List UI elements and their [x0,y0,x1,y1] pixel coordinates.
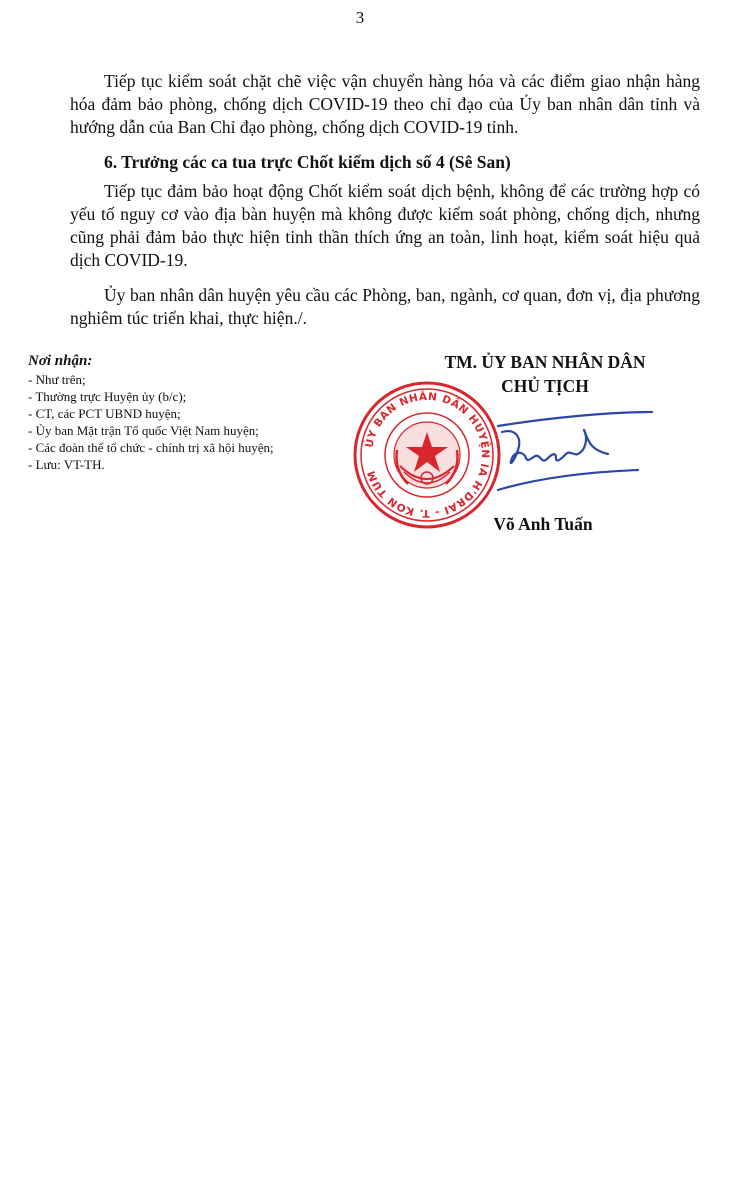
recipient-item: - Lưu: VT-TH. [28,457,105,472]
signer-name: Võ Anh Tuấn [493,514,593,534]
paragraph-goods-transport: Tiếp tục kiểm soát chặt chẽ việc vận chuyển hàng hóa và các điểm giao nhận hàng hóa đảm bảo phòng, chống dịch COVID-19 theo chỉ đạo của Ủy ban nhân dân tỉnh và hướng dẫn của Ban Chỉ đạo phòng, chống dịch COVID-19 tỉnh. [70,71,700,137]
handwritten-signature-icon [438,398,658,498]
recipients-title: Nơi nhận: [28,353,93,369]
section-heading-6: 6. Trưởng các ca tua trực Chốt kiểm dịch số 4 (Sê San) [104,152,511,172]
svg-text:ỦY BAN NHÂN DÂN HUYỆN IA H'DRA: ỦY BAN NHÂN DÂN HUYỆN IA H'DRAI - T. KON TUM [363,390,492,520]
recipient-item: - CT, các PCT UBND huyện; [28,406,181,421]
signature-title-line1: TM. ỦY BAN NHÂN DÂN [444,352,646,372]
signature-title-line2: CHỦ TỊCH [501,376,589,396]
recipient-item: - Thường trực Huyện ủy (b/c); [28,389,187,404]
page-number: 3 [355,8,365,27]
paragraph-checkpoint: Tiếp tục đảm bảo hoạt động Chốt kiểm soát dịch bệnh, không để các trường hợp có yếu tố nguy cơ vào địa bàn huyện mà không được kiểm soát phòng, chống dịch, nhưng cũng phải đảm bảo thực hiện tinh thần thích ứng an toàn, linh hoạt, kiểm soát hiệu quả dịch COVID-19. [70,181,700,270]
recipients-list [28,352,358,473]
recipient-item: - Ủy ban Mặt trận Tổ quốc Việt Nam huyện; [28,423,259,438]
paragraph-request: Ủy ban nhân dân huyện yêu cầu các Phòng, ban, ngành, cơ quan, đơn vị, địa phương nghiêm túc triển khai, thực hiện./. [70,285,700,328]
recipient-item: - Như trên; [28,372,86,387]
recipient-item: - Các đoàn thể tổ chức - chính trị xã hội huyện; [28,440,274,455]
document-body [70,70,700,330]
